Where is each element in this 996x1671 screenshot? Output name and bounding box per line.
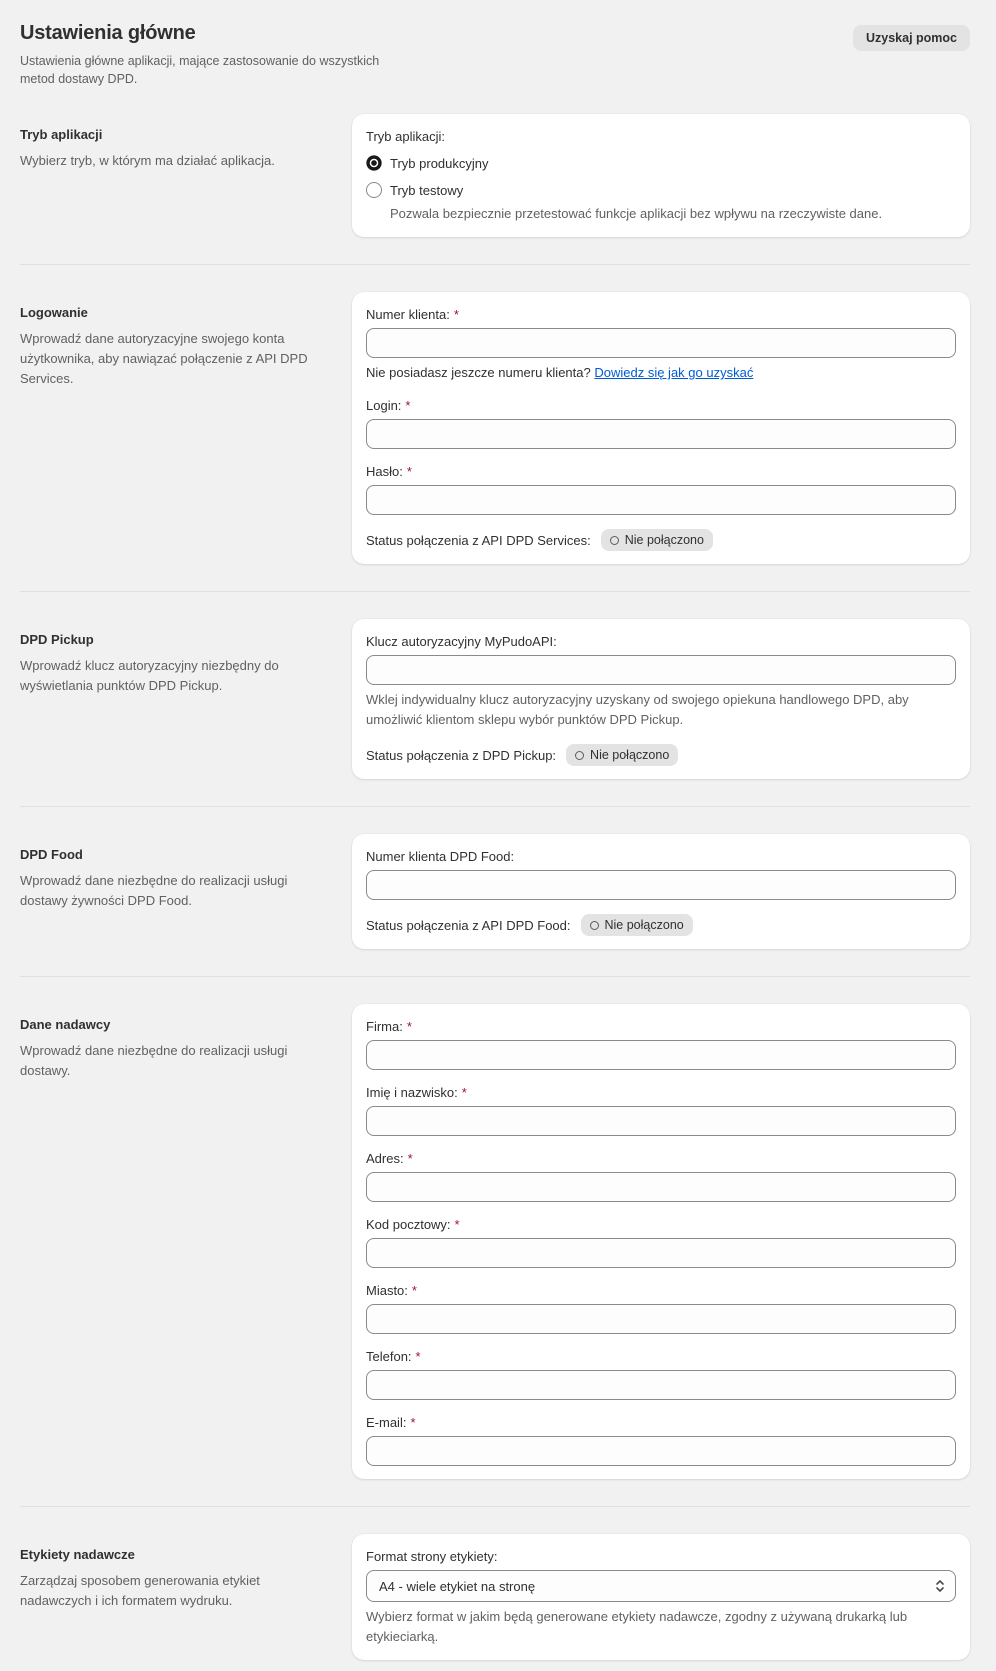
status-label: Status połączenia z DPD Pickup: xyxy=(366,747,557,763)
select-caret-icon xyxy=(935,1578,945,1594)
phone-label: Telefon: * xyxy=(366,1349,421,1364)
status-badge xyxy=(581,914,693,936)
section-login xyxy=(20,292,970,564)
login-group xyxy=(366,396,956,449)
app-mode-group-label: Tryb aplikacji: xyxy=(366,129,445,144)
status-badge-label: Nie połączono xyxy=(624,533,704,547)
login-status-row xyxy=(366,529,956,551)
postal-code-input[interactable] xyxy=(366,1238,956,1268)
section-description: Wybierz tryb, w którym ma działać aplikacja. xyxy=(20,153,275,168)
pudo-key-label: Klucz autoryzacyjny MyPudoAPI: xyxy=(366,634,557,649)
section-divider xyxy=(20,806,970,807)
full-name-input[interactable] xyxy=(366,1106,956,1136)
section-heading: Logowanie xyxy=(20,305,88,320)
required-asterisk: * xyxy=(415,1349,421,1364)
required-asterisk: * xyxy=(454,1217,460,1232)
client-number-link[interactable]: Dowiedz się jak go uzyskać xyxy=(594,365,754,380)
incomplete-status-icon xyxy=(590,921,599,930)
section-divider xyxy=(20,264,970,265)
radio-unselected-icon xyxy=(366,182,382,198)
password-input[interactable] xyxy=(366,485,956,515)
company-group xyxy=(366,1017,956,1070)
login-label: Login: * xyxy=(366,398,411,413)
required-asterisk: * xyxy=(406,464,412,479)
status-label: Status połączenia z API DPD Food: xyxy=(366,917,571,933)
page-title: Ustawienia główne xyxy=(20,22,196,44)
radio-production-label: Tryb produkcyjny xyxy=(390,155,489,171)
pickup-status-row xyxy=(366,744,956,766)
radio-production-mode[interactable] xyxy=(366,152,956,174)
incomplete-status-icon xyxy=(610,536,619,545)
password-label: Hasło: * xyxy=(366,464,412,479)
section-description: Wprowadź dane niezbędne do realizacji usługi dostawy żywności DPD Food. xyxy=(20,873,288,908)
section-sender xyxy=(20,1004,970,1479)
status-badge xyxy=(566,744,678,766)
radio-selected-icon xyxy=(366,155,382,171)
phone-group xyxy=(366,1347,956,1400)
section-login-info xyxy=(20,292,330,564)
section-heading: Tryb aplikacji xyxy=(20,127,103,142)
required-asterisk: * xyxy=(405,398,411,413)
radio-test-mode[interactable] xyxy=(366,179,956,201)
food-client-number-label: Numer klienta DPD Food: xyxy=(366,849,515,864)
status-label: Status połączenia z API DPD Services: xyxy=(366,532,591,548)
full-name-label: Imię i nazwisko: * xyxy=(366,1085,467,1100)
email-label: E-mail: * xyxy=(366,1415,416,1430)
section-divider xyxy=(20,976,970,977)
section-description: Wprowadź dane autoryzacyjne swojego konta użytkownika, aby nawiązać połączenie z API DPD Services. xyxy=(20,331,308,386)
status-badge xyxy=(601,529,713,551)
address-group xyxy=(366,1149,956,1202)
status-badge-label: Nie połączono xyxy=(590,748,670,762)
required-asterisk: * xyxy=(461,1085,467,1100)
city-group xyxy=(366,1281,956,1334)
food-status-row xyxy=(366,914,956,936)
section-app-mode-info xyxy=(20,114,330,237)
label-format-help: Wybierz format w jakim będą generowane etykiety nadawcze, zgodny z używaną drukarką lub etykieciarką. xyxy=(366,1609,908,1644)
food-client-number-group xyxy=(366,847,956,900)
test-mode-help: Pozwala bezpiecznie przetestować funkcje aplikacji bez wpływu na rzeczywiste dane. xyxy=(390,206,883,221)
company-label: Firma: * xyxy=(366,1019,412,1034)
section-heading: DPD Food xyxy=(20,847,83,862)
section-divider xyxy=(20,591,970,592)
city-label: Miasto: * xyxy=(366,1283,417,1298)
label-format-select-value: A4 - wiele etykiet na stronę xyxy=(379,1578,536,1594)
postal-code-label: Kod pocztowy: * xyxy=(366,1217,460,1232)
pickup-card xyxy=(352,619,970,779)
label-format-group xyxy=(366,1547,956,1647)
login-card xyxy=(352,292,970,564)
section-app-mode xyxy=(20,114,970,237)
client-number-label: Numer klienta: * xyxy=(366,307,459,322)
required-asterisk: * xyxy=(407,1151,413,1166)
section-description: Zarządzaj sposobem generowania etykiet nadawczych i ich formatem wydruku. xyxy=(20,1573,260,1608)
section-food xyxy=(20,834,970,949)
section-description: Wprowadź klucz autoryzacyjny niezbędny do wyświetlania punktów DPD Pickup. xyxy=(20,658,279,693)
required-asterisk: * xyxy=(410,1415,416,1430)
postal-code-group xyxy=(366,1215,956,1268)
page-subtitle: Ustawienia główne aplikacji, mające zastosowanie do wszystkich metod dostawy DPD. xyxy=(20,54,380,86)
section-food-info xyxy=(20,834,330,949)
section-sender-info xyxy=(20,1004,330,1479)
client-number-help: Nie posiadasz jeszcze numeru klienta? Dowiedz się jak go uzyskać xyxy=(366,365,754,380)
section-pickup-info xyxy=(20,619,330,779)
city-input[interactable] xyxy=(366,1304,956,1334)
labels-card xyxy=(352,1534,970,1660)
page-header xyxy=(20,0,970,114)
section-description: Wprowadź dane niezbędne do realizacji usługi dostawy. xyxy=(20,1043,288,1078)
required-asterisk: * xyxy=(453,307,459,322)
label-format-select[interactable] xyxy=(366,1570,956,1602)
section-pickup xyxy=(20,619,970,779)
required-asterisk: * xyxy=(406,1019,412,1034)
app-mode-card xyxy=(352,114,970,237)
food-card xyxy=(352,834,970,949)
get-help-button[interactable]: Uzyskaj pomoc xyxy=(853,25,970,51)
email-input[interactable] xyxy=(366,1436,956,1466)
page-header-text xyxy=(20,22,400,88)
phone-input[interactable] xyxy=(366,1370,956,1400)
email-group xyxy=(366,1413,956,1466)
section-labels xyxy=(20,1534,970,1660)
company-input[interactable] xyxy=(366,1040,956,1070)
password-group xyxy=(366,462,956,515)
pudo-key-input[interactable] xyxy=(366,655,956,685)
full-name-group xyxy=(366,1083,956,1136)
radio-test-label: Tryb testowy xyxy=(390,182,464,198)
section-labels-info xyxy=(20,1534,330,1660)
section-heading: DPD Pickup xyxy=(20,632,94,647)
status-badge-label: Nie połączono xyxy=(604,918,684,932)
section-heading: Dane nadawcy xyxy=(20,1017,111,1032)
address-label: Adres: * xyxy=(366,1151,413,1166)
section-heading: Etykiety nadawcze xyxy=(20,1547,135,1562)
address-input[interactable] xyxy=(366,1172,956,1202)
section-divider xyxy=(20,1506,970,1507)
required-asterisk: * xyxy=(411,1283,417,1298)
pudo-key-help: Wklej indywidualny klucz autoryzacyjny uzyskany od swojego opiekuna handlowego DPD, aby umożliwić klientom sklepu wybór punktów DPD Pickup. xyxy=(366,692,909,727)
client-number-group xyxy=(366,305,956,383)
pudo-key-group xyxy=(366,632,956,730)
sender-card xyxy=(352,1004,970,1479)
client-number-input[interactable] xyxy=(366,328,956,358)
login-input[interactable] xyxy=(366,419,956,449)
incomplete-status-icon xyxy=(575,751,584,760)
label-format-label: Format strony etykiety: xyxy=(366,1549,498,1564)
food-client-number-input[interactable] xyxy=(366,870,956,900)
